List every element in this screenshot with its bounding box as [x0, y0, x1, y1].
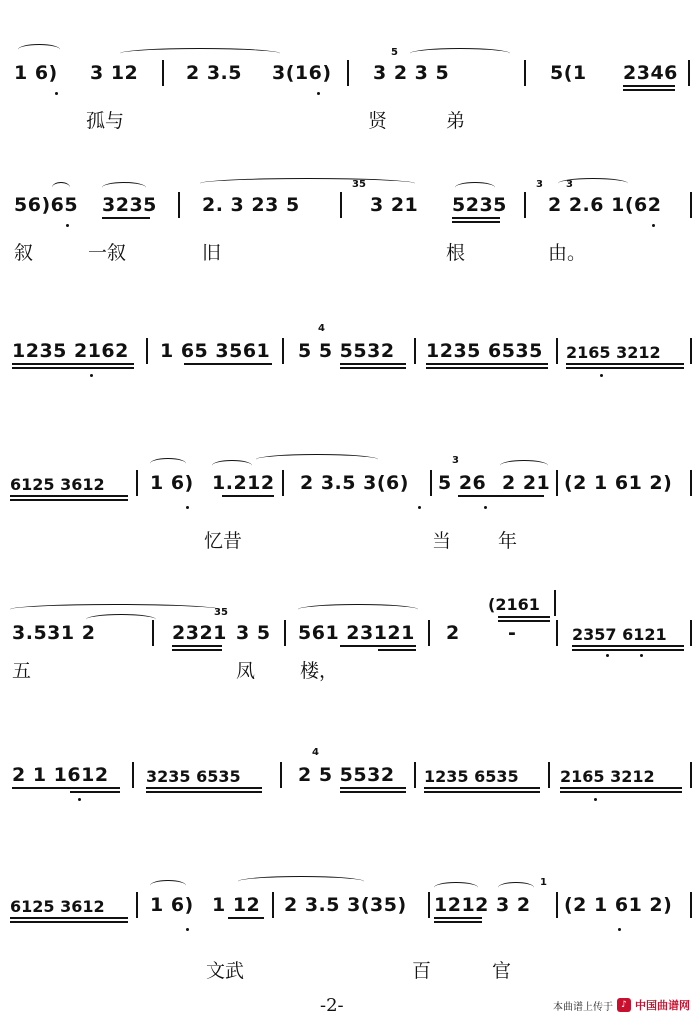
- score-system: [0, 450, 700, 580]
- bar-line: [428, 892, 430, 918]
- score-system: [0, 584, 700, 714]
- note-group: 56)65: [14, 194, 79, 216]
- note-group: 2165 3212: [560, 767, 655, 786]
- lyric: 楼，: [300, 660, 339, 682]
- bar-line: [556, 620, 558, 646]
- bar-line: [178, 192, 180, 218]
- bar-line: [282, 470, 284, 496]
- bar-line: [414, 338, 416, 364]
- note-group: 2165 3212: [566, 343, 661, 362]
- bar-line: [690, 192, 692, 218]
- grace-note: 35: [352, 179, 366, 190]
- bar-line: [556, 470, 558, 496]
- note-group: 5 26: [438, 472, 487, 494]
- bar-line: [284, 620, 286, 646]
- note-group: 1 12: [212, 894, 261, 916]
- note-group: 3 2 3 5: [373, 62, 450, 84]
- note-group: (2 1 61 2): [564, 894, 673, 916]
- note-group: 3235: [102, 194, 157, 216]
- lyric: 文武: [206, 960, 245, 982]
- note-group: 1235 2162: [12, 340, 129, 362]
- note-group: (2 1 61 2): [564, 472, 673, 494]
- note-group: 2 1 1612: [12, 764, 109, 786]
- bar-line: [690, 620, 692, 646]
- bar-line: [340, 192, 342, 218]
- note-group: 1 6): [150, 894, 194, 916]
- note-group: 3.531 2: [12, 622, 96, 644]
- bar-line: [430, 470, 432, 496]
- site-logo-icon: ♪: [617, 998, 631, 1012]
- note-group: 2 3.5: [186, 62, 242, 84]
- bar-line: [524, 192, 526, 218]
- bar-line: [556, 338, 558, 364]
- score-system: [0, 40, 700, 170]
- note-group: 3(16): [272, 62, 332, 84]
- note-group: 6125 3612: [10, 475, 105, 494]
- lyric: 忆昔: [204, 530, 243, 552]
- upload-note: 本曲谱上传于: [553, 1001, 613, 1013]
- score-system: [0, 872, 700, 1002]
- bar-line: [548, 762, 550, 788]
- bar-line: [556, 892, 558, 918]
- bar-line: [132, 762, 134, 788]
- lyric: 弟: [446, 110, 466, 132]
- note-group: (2161: [488, 595, 540, 614]
- note-group: 2 21: [502, 472, 551, 494]
- bar-line: [146, 338, 148, 364]
- note-group: 2 5 5532: [298, 764, 395, 786]
- grace-note: 1: [540, 877, 547, 888]
- note-group: 2321: [172, 622, 227, 644]
- note-group: 1 65 3561: [160, 340, 271, 362]
- bar-line: [136, 470, 138, 496]
- note-group: 5 5 5532: [298, 340, 395, 362]
- bar-line: [162, 60, 164, 86]
- note-group: 2. 3 23 5: [202, 194, 300, 216]
- lyric: 五: [12, 660, 32, 682]
- grace-note: 4: [312, 747, 319, 758]
- bar-line: [688, 60, 690, 86]
- lyric: 官: [492, 960, 512, 982]
- note-group: -: [508, 622, 517, 644]
- bar-line: [347, 60, 349, 86]
- note-group: 5(1: [550, 62, 587, 84]
- note-group: 2357 6121: [572, 625, 667, 644]
- lyric: 年: [498, 530, 518, 552]
- note-group: 2 3.5 3(6): [300, 472, 409, 494]
- lyric: 百: [412, 960, 432, 982]
- lyric: 当: [432, 530, 452, 552]
- grace-note: 3: [452, 455, 459, 466]
- grace-note: 4: [318, 323, 325, 334]
- grace-note: 35: [214, 607, 228, 618]
- note-group: 5235: [452, 194, 507, 216]
- note-group: 3 21: [370, 194, 419, 216]
- lyric: 叙: [14, 242, 34, 264]
- bar-line: [414, 762, 416, 788]
- note-group: 1 6): [150, 472, 194, 494]
- bar-line: [690, 470, 692, 496]
- note-group: 2: [446, 622, 460, 644]
- grace-note: 5: [391, 47, 398, 58]
- bar-line: [690, 338, 692, 364]
- bar-line: [554, 590, 556, 616]
- lyric: 根: [446, 242, 466, 264]
- note-group: 3 12: [90, 62, 139, 84]
- lyric: 旧: [202, 242, 222, 264]
- bar-line: [524, 60, 526, 86]
- lyric: 凤: [236, 660, 256, 682]
- lyric: 由。: [548, 242, 587, 264]
- note-group: 1212 3 2: [434, 894, 531, 916]
- note-group: 6125 3612: [10, 897, 105, 916]
- page-number: -2-: [320, 995, 344, 1016]
- bar-line: [280, 762, 282, 788]
- lyric: 孤与: [86, 110, 125, 132]
- score-system: [0, 172, 700, 302]
- bar-line: [428, 620, 430, 646]
- note-group: 2346: [623, 62, 678, 84]
- score-system: [0, 742, 700, 872]
- note-group: 561 23121: [298, 622, 415, 644]
- bar-line: [272, 892, 274, 918]
- bar-line: [690, 762, 692, 788]
- bar-line: [690, 892, 692, 918]
- site-name: 中国曲谱网: [635, 999, 690, 1012]
- bar-line: [136, 892, 138, 918]
- note-group: 2 3.5 3(35): [284, 894, 407, 916]
- lyric: 一叙: [88, 242, 127, 264]
- bar-line: [282, 338, 284, 364]
- lyric: 贤: [368, 110, 388, 132]
- note-group: 3235 6535: [146, 767, 241, 786]
- note-group: 2 2.6 1(62: [548, 194, 662, 216]
- note-group: 1235 6535: [424, 767, 519, 786]
- score-system: [0, 318, 700, 448]
- site-watermark: [553, 997, 690, 1013]
- grace-note: 3: [536, 179, 543, 190]
- grace-note: 3: [566, 179, 573, 190]
- note-group: 1235 6535: [426, 340, 543, 362]
- note-group: 1.212: [212, 472, 275, 494]
- bar-line: [152, 620, 154, 646]
- note-group: 1 6): [14, 62, 58, 84]
- note-group: 3 5: [236, 622, 271, 644]
